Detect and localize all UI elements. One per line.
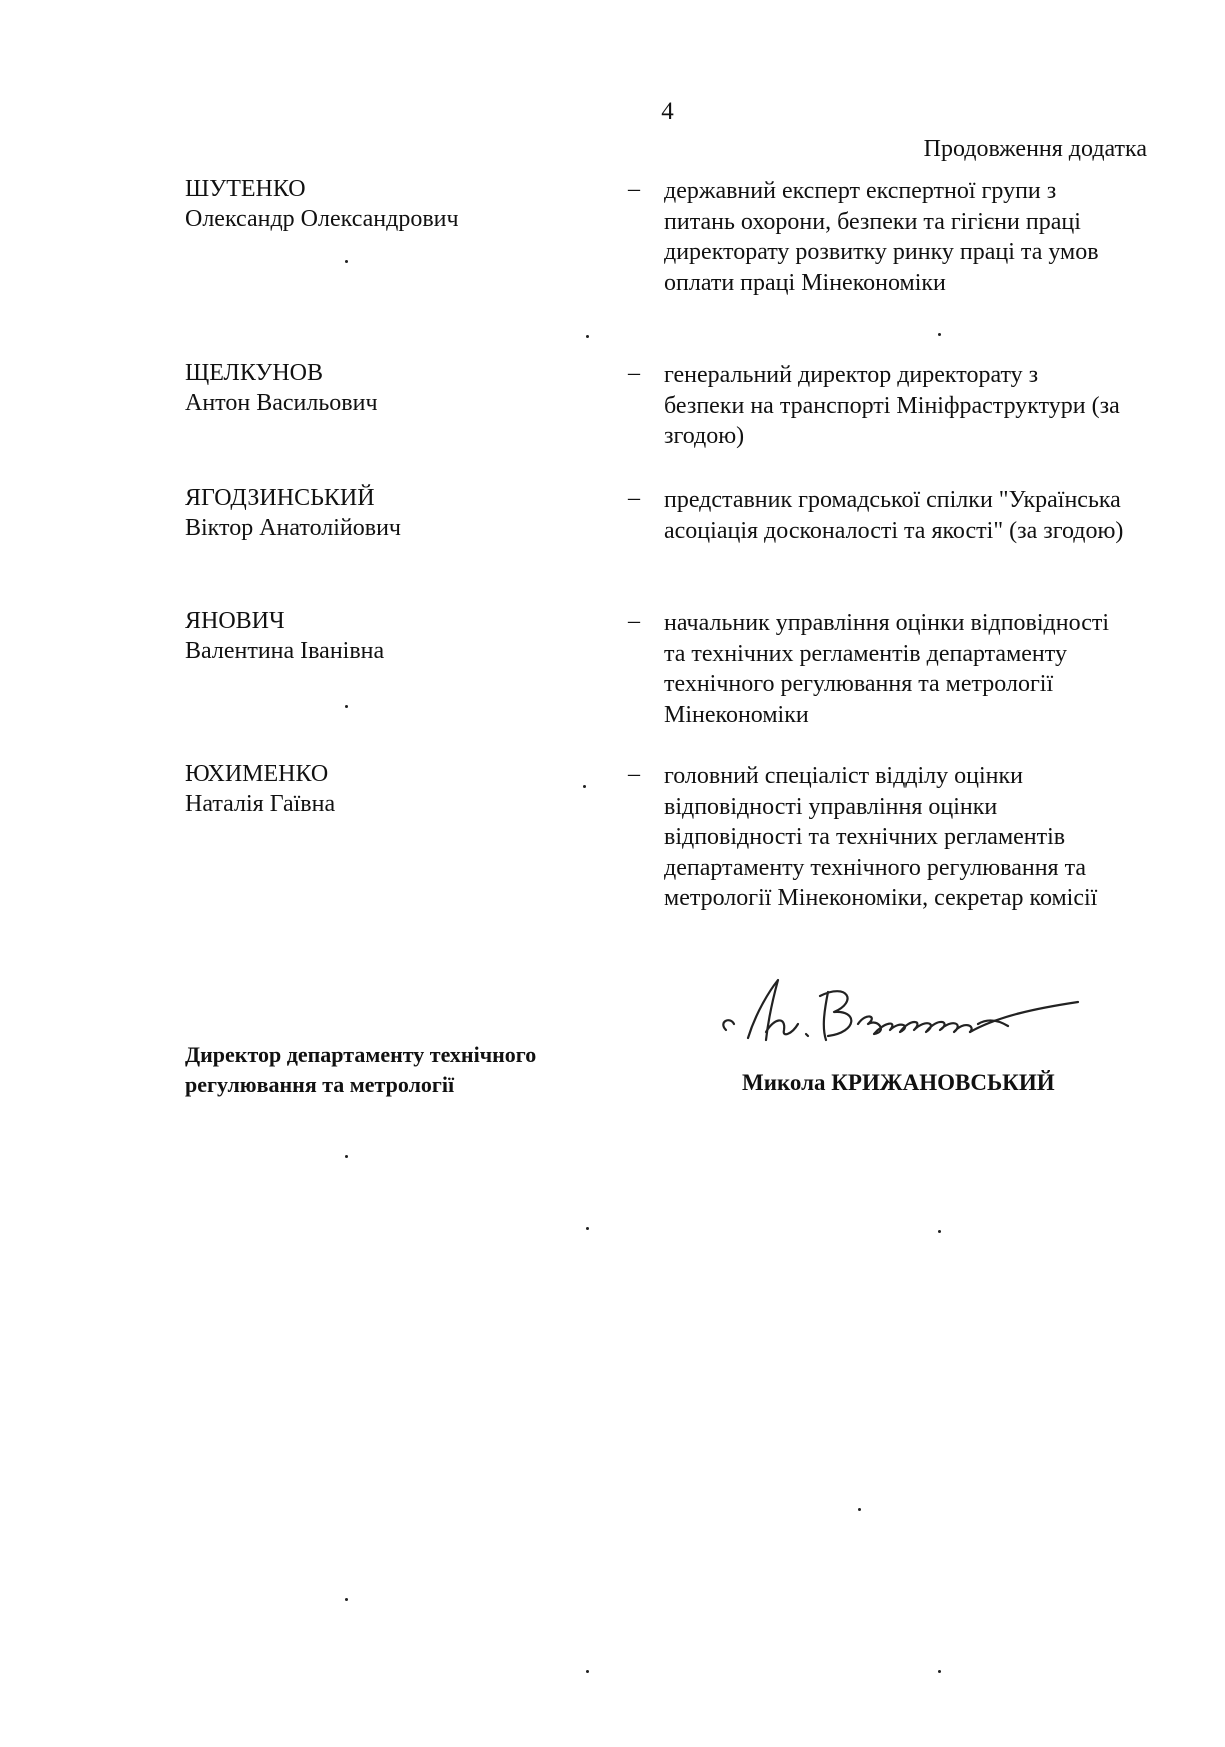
dash-separator: – [628, 485, 640, 511]
signatory-title: Директор департаменту технічного регулювання та метрології [185, 1042, 537, 1097]
member-surname: ЯГОДЗИНСЬКИЙ [185, 485, 375, 511]
scan-speck [583, 785, 586, 788]
member-given-names: Валентина Іванівна [185, 638, 385, 664]
dash-separator: – [628, 176, 640, 202]
dash-separator: – [628, 360, 640, 386]
dash-separator: – [628, 761, 640, 787]
scan-speck [938, 333, 941, 336]
scan-speck [345, 705, 348, 708]
member-position: генеральний директор директорату з безпеки на транспорті Мініфраструктури (за згодою) [664, 362, 1120, 449]
page-number: 4 [661, 98, 674, 125]
member-surname: ЯНОВИЧ [185, 608, 285, 634]
member-position: начальник управління оцінки відповідності та технічних регламентів департаменту технічного регулювання та метрології Мінекономіки [664, 610, 1109, 728]
scan-speck [586, 1670, 589, 1673]
scan-speck [345, 1155, 348, 1158]
dash-separator: – [628, 608, 640, 634]
member-given-names: Антон Васильович [185, 390, 378, 416]
member-position: головний спеціаліст відділу оцінки відповідності управління оцінки відповідності та технічних регламентів департаменту технічного регулювання та метрології Мінекономіки, секретар комісії [664, 763, 1098, 911]
member-given-names: Віктор Анатолійович [185, 515, 401, 541]
signatory-name: Микола КРИЖАНОВСЬКИЙ [742, 1070, 1055, 1095]
member-given-names: Наталія Гаївна [185, 791, 336, 817]
scan-speck [938, 1230, 941, 1233]
member-surname: ЩЕЛКУНОВ [185, 360, 324, 386]
member-surname: ЮХИМЕНКО [185, 761, 329, 787]
scan-speck [938, 1670, 941, 1673]
scan-speck [586, 335, 589, 338]
scan-speck [586, 1227, 589, 1230]
continuation-label: Продовження додатка [923, 136, 1147, 162]
scan-speck [858, 1508, 861, 1511]
scan-speck [345, 1598, 348, 1601]
scan-speck [345, 260, 348, 263]
handwritten-signature [708, 972, 1088, 1062]
member-position: державний експерт експертної групи з питань охорони, безпеки та гігієни праці директорату розвитку ринку праці та умов оплати праці Мінекономіки [664, 178, 1099, 296]
member-surname: ШУТЕНКО [185, 176, 306, 202]
member-position: представник громадської спілки "Українська асоціація досконалості та якості" (за згодою) [664, 487, 1124, 544]
member-given-names: Олександр Олександрович [185, 206, 459, 232]
